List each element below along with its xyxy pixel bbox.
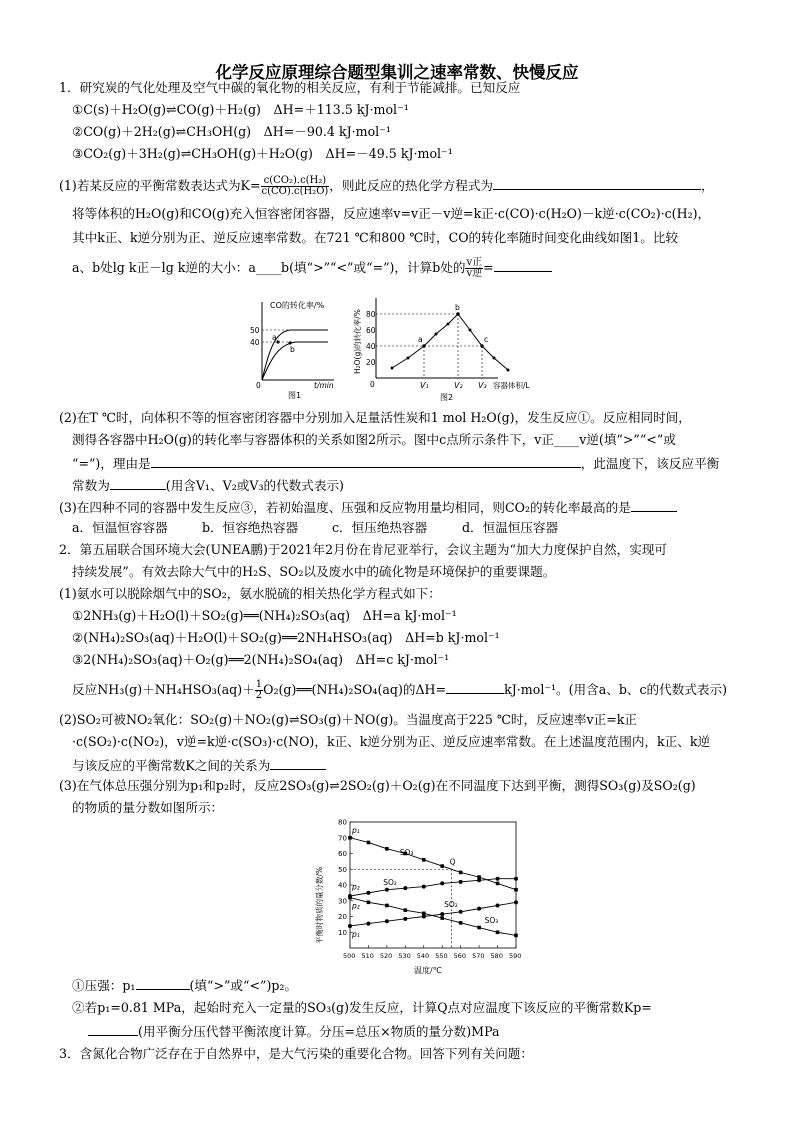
fig1-label-a: a	[272, 333, 277, 342]
chart-x-tick-label: 510	[361, 952, 374, 960]
fig1-title: CO的转化率/%	[270, 301, 325, 310]
figure-2-svg	[348, 292, 548, 404]
q1-part1-line2: 将等体积的H₂O(g)和CO(g)充入恒容密闭容器，反应速率v=v正－v逆=k正·c(CO)·c(H₂O)－k逆·c(CO₂)·c(H₂)，	[72, 206, 711, 221]
q1-part2-line1: (2)在T ℃时，向体积不等的恒容密闭容器中分别加入足量活性炭和1 mol H₂O(g)，发生反应①。反应相同时间，	[59, 410, 691, 425]
q3-intro: 3．含氮化合物广泛存在于自然界中，是大气污染的重要化合物。回答下列有关问题：	[59, 1046, 533, 1061]
chart-point-square	[348, 896, 352, 900]
chart-point-square	[385, 904, 389, 908]
chart-point-circle	[440, 912, 444, 916]
k-expression-fraction	[261, 176, 330, 197]
q2-sub1-text-a: ①压强：p₁	[72, 978, 136, 993]
chart-label-so2-lower: SO₂	[444, 900, 458, 910]
chart-point-square	[514, 934, 518, 938]
chart-x-tick-label: 550	[435, 952, 448, 960]
q2-part1-question	[72, 680, 727, 701]
chart-point-circle	[366, 891, 370, 895]
q2-sub1	[72, 976, 297, 994]
chart-point-circle	[422, 885, 426, 889]
fig2-tick-v1: V₁	[420, 381, 429, 390]
fig2-marker	[493, 357, 496, 360]
fig2-tick-v2: V₂	[454, 381, 463, 390]
rate-ratio-fraction	[465, 258, 483, 279]
chart-y-tick-label: 30	[338, 897, 347, 906]
q1-part1-text-a: (1)若某反应的平衡常数表达式为K=	[59, 178, 261, 193]
fig2-marker	[435, 333, 438, 336]
chart-point-circle	[477, 907, 481, 911]
answer-blank-k[interactable]	[110, 476, 166, 490]
chart-label-q: Q	[449, 857, 456, 867]
fig1-tick-40: 40	[250, 338, 260, 347]
k-denominator: c(CO).c(H₂O)	[261, 186, 329, 197]
chart-y-tick-label: 50	[338, 865, 347, 874]
q2-part3-line2: 的物质的量分数如图所示：	[72, 800, 224, 815]
q1-part1-text-e: a、b处lg k正－lg k逆的大小：a____b(填“>”“<”或“=”)，计算b处的	[72, 260, 466, 275]
chart-x-tick-label: 540	[416, 952, 430, 960]
q2-sub2-line2	[88, 1022, 500, 1040]
answer-blank-kp[interactable]	[88, 1022, 138, 1036]
fig2-tick-v3: V₃	[478, 381, 487, 390]
fig2-marker	[447, 323, 450, 326]
chart-y-tick-label: 10	[338, 928, 347, 937]
fig2-caption: 图2	[440, 393, 454, 402]
q1-part1-line4	[72, 258, 552, 279]
chart-point-circle	[403, 917, 407, 921]
fig1-xlabel: t/min	[314, 381, 334, 390]
fig2-tick-60: 60	[366, 326, 376, 335]
fig2-marker	[407, 357, 410, 360]
chart-label-p2-upper: p₂	[352, 882, 360, 892]
chart-point-square	[496, 930, 500, 934]
chart-point-square	[477, 926, 481, 930]
rate-ratio-denominator: v逆	[466, 268, 483, 279]
fig2-marker	[469, 329, 472, 332]
q1-part3-text: (3)在四种不同的容器中发生反应③，若初始温度、压强和反应物用量均相同，则CO₂的转化率最高的是	[59, 500, 631, 515]
chart-point-circle	[366, 922, 370, 926]
q1-part2-line3	[72, 454, 719, 472]
q1-part2-line4	[72, 476, 344, 494]
q2-part2-text-c: 与该反应的平衡常数K之间的关系为	[72, 758, 271, 773]
chart-y-tick-label: 20	[338, 913, 347, 921]
chart-x-tick-label: 570	[472, 952, 485, 960]
chart-point-square	[514, 888, 518, 892]
chart-label-p1-top: p₁	[352, 826, 360, 836]
chart-label-p2-lower: p₂	[352, 901, 360, 911]
answer-blank-reason[interactable]	[151, 454, 581, 468]
answer-blank-pressure[interactable]	[136, 976, 190, 990]
q2-sub1-text-b: (填“>”或“<”)p₂。	[189, 978, 298, 993]
chart-label-so3-lower: SO₃	[484, 915, 499, 925]
q1-part1-line1: (1)若某反应的平衡常数表达式为K= $\frac{\text{c(CO₂).c(H₂)}}{\text{c(CO).c(H₂O)}}$ ，则此反应的热化学方程式为 ，	[59, 175, 714, 197]
fig2-ylabel: H₂O(g)的转化率/%	[353, 309, 362, 374]
chart-x-tick-label: 590	[509, 952, 522, 960]
chart-point-circle	[348, 924, 352, 928]
answer-blank-ratio[interactable]	[494, 258, 552, 272]
chart-point-square	[459, 871, 463, 875]
q1-part2-text-e: 常数为	[72, 478, 110, 493]
option-a[interactable]: a．恒温恒容容器	[72, 520, 168, 535]
chart-point-circle	[385, 919, 389, 923]
chart-y-tick-label: 80	[338, 818, 347, 827]
answer-blank-dh[interactable]	[446, 680, 504, 694]
chart-label-so2-upper: SO₂	[383, 878, 397, 887]
chart-y-tick-label: 70	[338, 834, 347, 843]
chart-point-circle	[459, 880, 463, 884]
fig2-marker-a	[422, 344, 425, 347]
q2-intro-line2: 持续发展”。有效去除大气中的H₂S、SO₂以及废水中的硫化物是环境保护的重要课题。	[72, 564, 556, 579]
half-denominator: 2	[255, 690, 263, 701]
chart-point-circle	[514, 877, 518, 881]
chart-point-square	[440, 916, 444, 920]
chart-point-circle	[422, 915, 426, 919]
chart-ylabel: 平衡时物质的量分数/%	[315, 866, 324, 944]
equilibrium-chart-svg	[304, 814, 526, 978]
q2-part1-text-c: kJ·mol⁻¹。(用含a、b、c的代数式表示)	[504, 682, 728, 697]
q1-part2-line2: 测得各容器中H₂O(g)的转化率与容器体积的关系如图2所示。图中c点所示条件下，v正____v逆(填“>”“<”或	[72, 432, 676, 447]
q1-reaction-3: ③CO₂(g)＋3H₂(g)⇌CH₃OH(g)＋H₂O(g) ΔH=－49.5 kJ·mol⁻¹	[72, 146, 453, 161]
answer-blank-relation[interactable]	[270, 756, 326, 770]
chart-point-square	[496, 882, 500, 886]
chart-point-circle	[477, 878, 481, 882]
figure-1	[244, 296, 340, 400]
chart-point-square	[404, 908, 408, 912]
fig2-tick-40: 40	[366, 342, 376, 351]
chart-xlabel: 温度/℃	[414, 966, 442, 975]
fig2-curve	[392, 314, 508, 370]
k-numerator: c(CO₂).c(H₂)	[261, 176, 330, 187]
chart-point-square	[385, 847, 389, 851]
q1-reaction-2: ②CO(g)＋2H₂(g)⇌CH₃OH(g) ΔH=－90.4 kJ·mol⁻¹	[72, 124, 391, 139]
chart-label-so3-upper: SO₃	[399, 848, 414, 858]
chart-x-tick-label: 580	[490, 952, 503, 960]
q2-sub2-text-b: (用平衡分压代替平衡浓度计算。分压=总压×物质的量分数)MPa	[138, 1024, 500, 1039]
q2-part1-text-a: 反应NH₃(g)＋NH₄HSO₃(aq)＋	[72, 682, 255, 697]
answer-blank-equation[interactable]	[493, 176, 701, 190]
q1-part2-text-c: “=”)，理由是	[72, 456, 151, 471]
q2-part2-line3	[72, 756, 326, 774]
q1-part2-text-d: ，此温度下，该反应平衡	[580, 456, 720, 471]
answer-blank-container[interactable]	[631, 498, 677, 512]
chart-point-square	[367, 901, 371, 905]
q2-part3-line1: (3)在气体总压强分别为p₁和p₂时，反应2SO₃(g)⇌2SO₂(g)＋O₂(g)在不同温度下达到平衡，测得SO₃(g)及SO₂(g)	[59, 778, 696, 793]
fig1-tick-50: 50	[250, 326, 260, 335]
q1-part1-text-b: ，则此反应的热化学方程式为	[329, 178, 494, 193]
fig2-label-c: c	[484, 335, 489, 344]
chart-x-tick-label: 500	[343, 952, 356, 960]
chart-label-p1-bottom: p₁	[352, 929, 360, 939]
q2-part1-intro: (1)氨水可以脱除烟气中的SO₂，氨水脱硫的相关热化学方程式如下：	[59, 586, 441, 601]
chart-point-circle	[440, 881, 444, 885]
q1-part3-line1	[59, 498, 677, 516]
q1-reaction-1: ①C(s)＋H₂O(g)⇌CO(g)＋H₂(g) ΔH=＋113.5 kJ·mol⁻¹	[72, 102, 409, 117]
q2-part1-text-b: O₂(g)══(NH₄)₂SO₄(aq)的ΔH=	[263, 682, 447, 697]
chart-point-circle	[496, 877, 500, 881]
fig2-label-b: b	[455, 303, 460, 312]
option-d[interactable]: d．恒温恒压容器	[462, 520, 559, 535]
half-numerator: 1	[255, 679, 263, 690]
q2-part2-line2: ·c(SO₂)·c(NO₂)，v逆=k逆·c(SO₃)·c(NO)，k正、k逆分别为正、逆反应速率常数。在上述温度范围内，k正、k逆	[72, 734, 711, 749]
chart-point-square	[367, 841, 371, 845]
q2-reaction-3: ③2(NH₄)₂SO₃(aq)＋O₂(g)══2(NH₄)₂SO₄(aq) ΔH=c kJ·mol⁻¹	[72, 652, 450, 667]
q2-intro-line1: 2．第五届联合国环境大会(UNEA鹏)于2021年2月份在肯尼亚举行，会议主题为“加大力度保护自然，实现可	[59, 542, 668, 557]
option-b[interactable]: b．恒容绝热容器	[202, 520, 299, 535]
q1-part2-text-f: (用含V₁、V₂或V₃的代数式表示)	[165, 478, 344, 493]
q1-part1-text-f: =	[483, 260, 494, 275]
q2-reaction-2: ②(NH₄)₂SO₃(aq)＋H₂O(l)＋SO₂(g)══2NH₄HSO₃(aq) ΔH=b kJ·mol⁻¹	[72, 630, 500, 645]
fig2-marker	[507, 369, 510, 372]
chart-point-circle	[459, 910, 463, 914]
chart-y-tick-label: 60	[338, 850, 347, 858]
chart-point-square	[440, 864, 444, 868]
chart-point-square	[348, 836, 352, 840]
chart-point-square	[422, 858, 426, 862]
chart-y-tick-label: 40	[338, 881, 347, 890]
q1-intro: 1．研究炭的气化处理及空气中碳的氧化物的相关反应，有利于节能减排。已知反应	[59, 80, 521, 95]
rate-ratio-numerator: v正	[466, 257, 483, 268]
fig1-point-a	[276, 340, 279, 343]
q1-part1-line3: 其中k正、k逆分别为正、逆反应速率常数。在721 ℃和800 ℃时，CO的转化率随时间变化曲线如图1。比较	[72, 230, 679, 245]
fig2-tick-80: 80	[366, 310, 376, 319]
fig2-tick-20: 20	[366, 358, 376, 367]
q2-sub2-line1: ②若p₁=0.81 MPa，起始时充入一定量的SO₃(g)发生反应，计算Q点对应温度下该反应的平衡常数Kp=	[72, 1000, 652, 1015]
chart-x-tick-label: 560	[453, 952, 467, 960]
fig1-tick-0: 0	[256, 381, 261, 390]
fig2-marker-c	[480, 344, 483, 347]
fig2-marker	[391, 367, 394, 370]
chart-x-tick-label: 520	[379, 952, 393, 960]
option-c[interactable]: c．恒压绝热容器	[332, 520, 428, 535]
equilibrium-chart	[304, 814, 526, 978]
fig2-markers	[391, 312, 510, 371]
fig2-label-a: a	[418, 335, 423, 344]
figure-2	[348, 292, 548, 404]
q2-reaction-1: ①2NH₃(g)＋H₂O(l)＋SO₂(g)══(NH₄)₂SO₃(aq) ΔH=a kJ·mol⁻¹	[72, 608, 457, 623]
fig1-label-b: b	[290, 345, 295, 354]
chart-point-circle	[403, 886, 407, 890]
chart-x-tick-label: 530	[398, 952, 411, 960]
page-title: 化学反应原理综合题型集训之速率常数、快慢反应	[215, 63, 579, 82]
chart-point-circle	[385, 888, 389, 892]
figure-1-svg	[244, 296, 340, 400]
chart-point-circle	[496, 903, 500, 907]
q1-options	[72, 520, 592, 536]
fig2-xlabel: 容器体积/L	[493, 381, 530, 390]
fig1-caption: 图1	[288, 391, 302, 400]
fig2-marker-b	[456, 312, 459, 315]
chart-series-line-0	[350, 838, 516, 890]
chart-point-square	[459, 921, 463, 925]
half-fraction	[255, 680, 263, 701]
chart-point-circle	[514, 900, 518, 904]
q2-part2-line1: (2)SO₂可被NO₂氧化：SO₂(g)＋NO₂(g)⇌SO₃(g)＋NO(g)。当温度高于225 ℃时，反应速率v正=k正	[59, 712, 637, 727]
fig2-tick-0: 0	[370, 380, 375, 389]
